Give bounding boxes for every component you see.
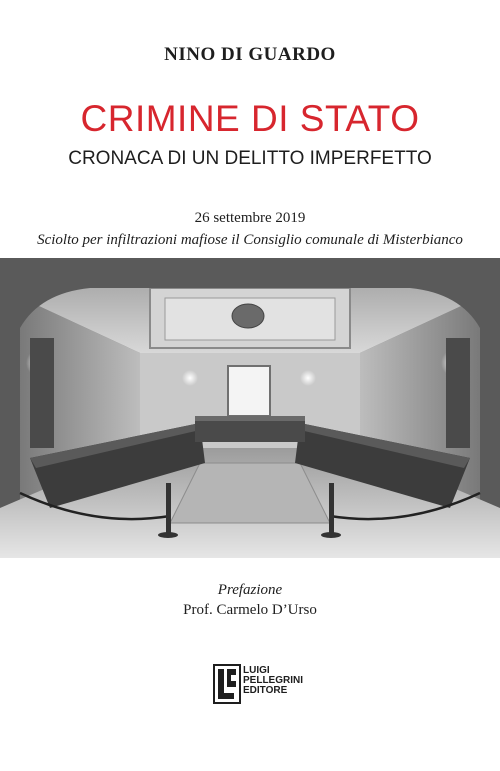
council-chamber-photo — [0, 258, 500, 558]
event-date: 26 settembre 2019 — [194, 210, 306, 226]
publisher-logo — [213, 662, 304, 708]
event-tagline: Sciolto per infiltrazioni mafiose il Consiglio comunale di Misterbianco — [37, 232, 463, 248]
publisher-line1: LUIGI — [243, 665, 270, 676]
preface-author: Prof. Carmelo D’Urso — [183, 602, 317, 618]
publisher-name — [243, 666, 303, 696]
publisher-mark-icon — [213, 664, 241, 704]
book-title: CRIMINE DI STATO — [80, 98, 420, 139]
publisher-line3: EDITORE — [243, 685, 288, 696]
book-subtitle: CRONACA DI UN DELITTO IMPERFETTO — [68, 148, 432, 169]
preface-label: Prefazione — [217, 582, 283, 598]
publisher-line2: PELLEGRINI — [243, 675, 304, 686]
book-author: NINO DI GUARDO — [164, 44, 336, 65]
